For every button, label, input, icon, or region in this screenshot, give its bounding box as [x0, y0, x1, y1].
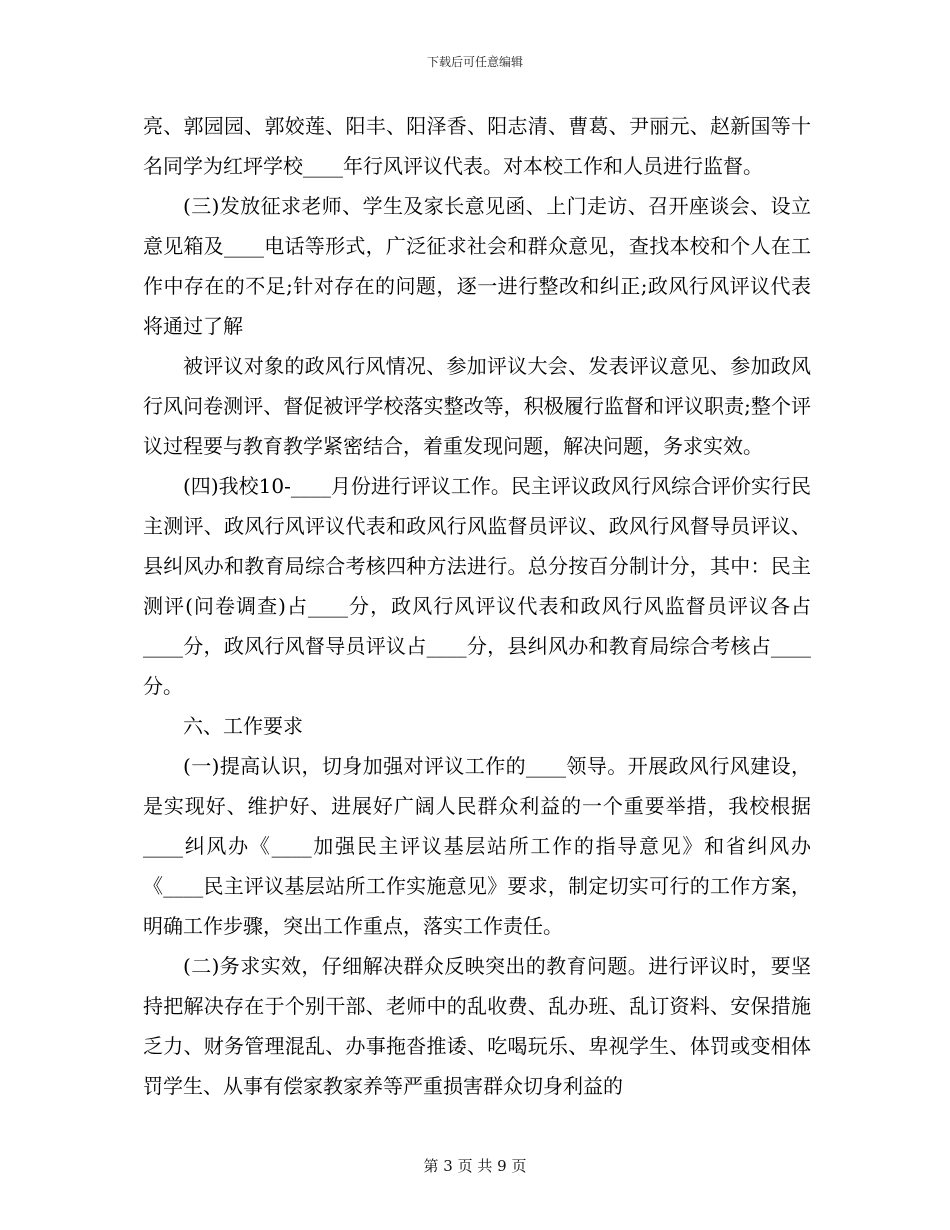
document-body [143, 106, 811, 1106]
section-heading-work-requirements: 六、工作要求 [183, 714, 303, 738]
paragraph-evaluation-duties: 被评议对象的政风行风情况、参加评议大会、发表评议意见、参加政风行风问卷测评、督促被评学校落实整改等，积极履行监督和评议职责;整个评议过程要与教育教学紧密结合，着重发现问题，解决问题，务求实效。 [143, 354, 811, 458]
paragraph-requirement-one: (一)提高认识，切身加强对评议工作的____领导。开展政风行风建设，是实现好、维护好、进展好广阔人民群众利益的一个重要举措，我校根据____纠风办《____加强民主评议基层站所工作的指导意见》和省纠风办《____民主评议基层站所工作实施意见》要求，制定切实可行的工作方案，明确工作步骤，突出工作重点，落实工作责任。 [143, 754, 811, 938]
paragraph-item-four: (四)我校10-____月份进行评议工作。民主评议政风行风综合评价实行民主测评、政风行风评议代表和政风行风监督员评议、政风行风督导员评议、县纠风办和教育局综合考核四种方法进行。总分按百分制计分，其中：民主测评(问卷调查)占____分，政风行风评议代表和政风行风监督员评议各占____分，政风行风督导员评议占____分，县纠风办和教育局综合考核占____分。 [143, 474, 811, 698]
paragraph-requirement-two: (二)务求实效，仔细解决群众反映突出的教育问题。进行评议时，要坚持把解决存在于个别干部、老师中的乱收费、乱办班、乱订资料、安保措施乏力、财务管理混乱、办事拖沓推诿、吃喝玩乐、卑视学生、体罚或变相体罚学生、从事有偿家教家养等严重损害群众切身利益的 [143, 954, 811, 1098]
page-header-note: 下载后可任意编辑 [426, 55, 523, 69]
paragraph-representatives: 亮、郭园园、郭姣莲、阳丰、阳泽香、阳志清、曹葛、尹丽元、赵新国等十名同学为红坪学校____年行风评议代表。对本校工作和人员进行监督。 [143, 114, 811, 178]
paragraph-item-three: (三)发放征求老师、学生及家长意见函、上门走访、召开座谈会、设立意见箱及____电话等形式，广泛征求社会和群众意见，查找本校和个人在工作中存在的不足;针对存在的问题，逐一进行整改和纠正;政风行风评议代表将通过了解 [143, 194, 811, 338]
page-number-footer: 第 3 页 共 9 页 [423, 1157, 527, 1175]
